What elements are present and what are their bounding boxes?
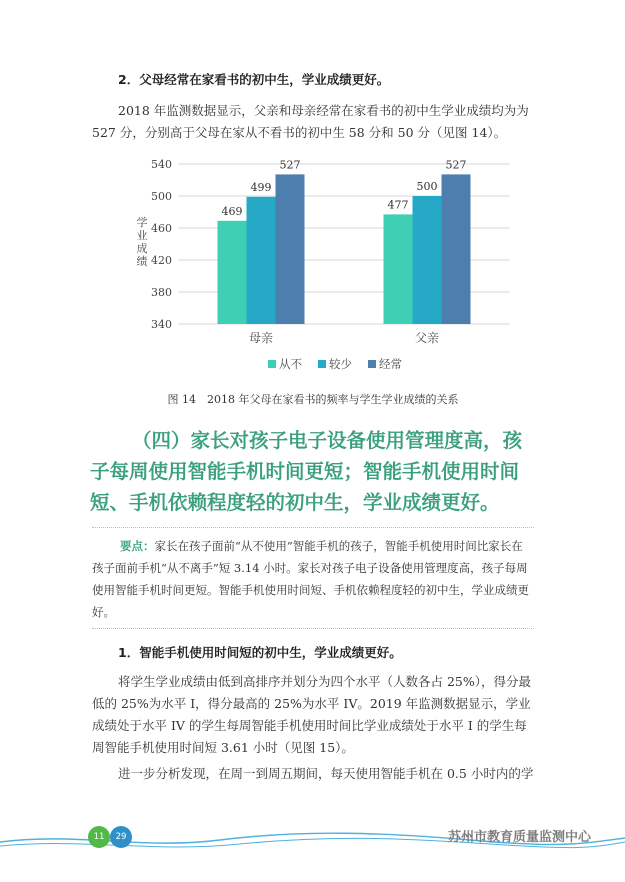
bar bbox=[218, 221, 247, 324]
bar-value-label: 477 bbox=[387, 198, 409, 212]
bar bbox=[413, 196, 442, 324]
bar bbox=[442, 174, 471, 324]
keypoint-top-divider bbox=[92, 527, 534, 528]
paragraph-phone-usage-data: 将学生学业成绩由低到高排序并划分为四个水平（人数各占 25%），得分最低的 25%为水平 I，得分最高的 25%为水平 IV。2019 年监测数据显示，学业成绩处于水平 IV 的学生每周智能手机使用时间比学业成绩处于水平 I 的学生每周智能手机使用时间短 3.61 小时（见图 15）。 bbox=[92, 674, 532, 755]
keypoint-label: 要点： bbox=[120, 539, 155, 553]
y-tick-label: 380 bbox=[151, 286, 172, 299]
legend-swatch bbox=[368, 360, 376, 368]
x-category-label: 母亲 bbox=[248, 331, 274, 345]
legend-label: 较少 bbox=[329, 357, 352, 371]
keypoint-bottom-divider bbox=[92, 628, 534, 629]
bar-value-label: 469 bbox=[221, 204, 243, 218]
y-axis-label-char: 学 bbox=[136, 216, 148, 229]
page-number-group bbox=[84, 820, 144, 854]
keypoint-text: 家长在孩子面前“从不使用”智能手机的孩子，智能手机使用时间比家长在孩子面前手机“从不离手”短 3.14 小时。家长对孩子电子设备使用管理度高，孩子每周使用智能手机时间更短。智能手机使用时间短、手机依赖程度轻的初中生，学业成绩更好。 bbox=[92, 539, 529, 619]
bar-chart-reading-frequency bbox=[120, 150, 520, 385]
y-axis-label-char: 成 bbox=[136, 242, 148, 255]
legend-swatch bbox=[268, 360, 276, 368]
figure-caption: 图 14 2018 年父母在家看书的频率与学生学业成绩的关系 bbox=[167, 393, 459, 406]
bar bbox=[276, 174, 305, 324]
page-number-left: 11 bbox=[88, 826, 110, 848]
x-category-label: 父亲 bbox=[414, 331, 440, 345]
bar-value-label: 527 bbox=[279, 158, 301, 172]
legend-label: 从不 bbox=[279, 357, 302, 371]
subheading-parents-reading: 2．父母经常在家看书的初中生，学业成绩更好。 bbox=[118, 72, 390, 87]
y-tick-label: 340 bbox=[151, 318, 172, 331]
y-axis-label-char: 业 bbox=[136, 229, 148, 242]
paragraph-further-analysis: 进一步分析发现，在周一到周五期间，每天使用智能手机在 0.5 小时内的学 bbox=[118, 766, 534, 781]
organization-name: 苏州市教育质量监测中心 bbox=[447, 830, 591, 845]
y-axis-label-char: 绩 bbox=[136, 255, 148, 268]
legend-swatch bbox=[318, 360, 326, 368]
section-title: （四）家长对孩子电子设备使用管理度高，孩子每周使用智能手机时间更短；智能手机使用时间短、手机依赖程度轻的初中生，学业成绩更好。 bbox=[90, 429, 523, 514]
y-tick-label: 540 bbox=[151, 158, 172, 171]
bar bbox=[247, 197, 276, 324]
bar-value-label: 527 bbox=[445, 158, 467, 172]
paragraph-reading-data: 2018 年监测数据显示，父亲和母亲经常在家看书的初中生学业成绩均为为 527 分，分别高于父母在家从不看书的初中生 58 分和 50 分（见图 14）。 bbox=[92, 103, 529, 140]
subheading-phone-usage: 1．智能手机使用时间短的初中生，学业成绩更好。 bbox=[118, 645, 402, 660]
y-tick-label: 460 bbox=[151, 222, 172, 235]
legend-label: 经常 bbox=[379, 357, 402, 371]
bar-value-label: 499 bbox=[250, 180, 272, 194]
y-tick-label: 500 bbox=[151, 190, 172, 203]
y-tick-label: 420 bbox=[151, 254, 172, 267]
bar bbox=[384, 214, 413, 324]
keypoint-box bbox=[92, 535, 534, 623]
bar-value-label: 500 bbox=[416, 180, 438, 193]
page-number-right: 29 bbox=[110, 826, 132, 848]
